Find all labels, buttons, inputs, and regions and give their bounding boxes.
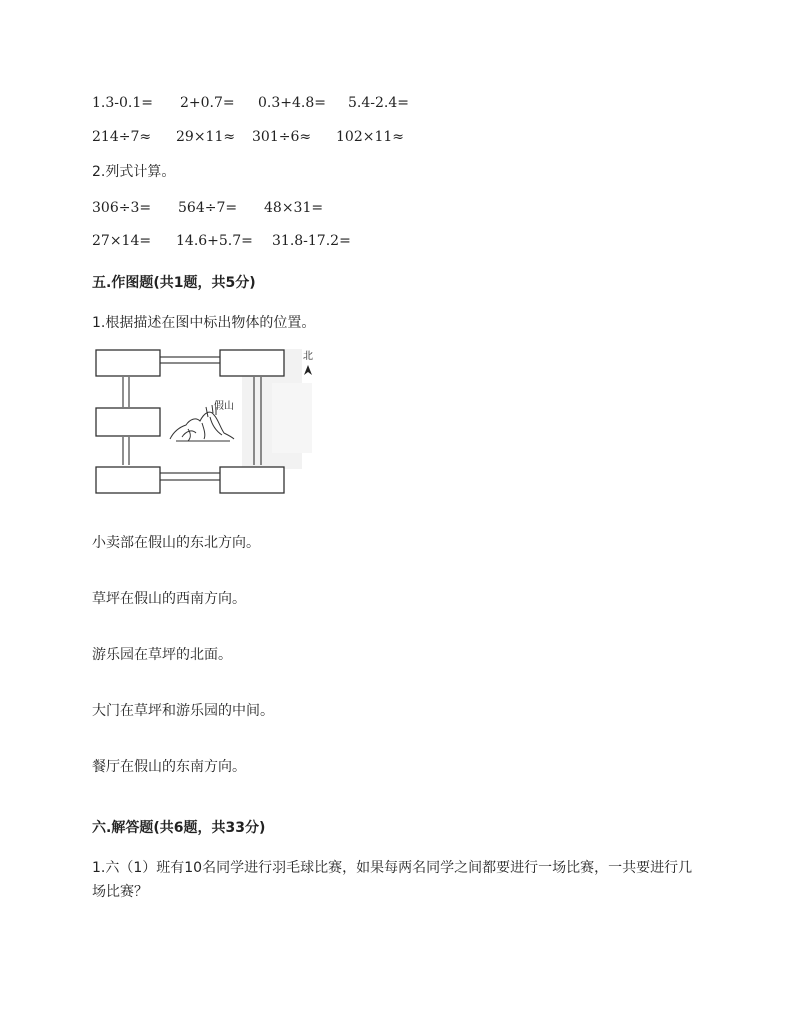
expression: 5.4-2.4= xyxy=(348,95,409,111)
description-line: 大门在草坪和游乐园的中间。 xyxy=(92,703,274,719)
location-map xyxy=(92,347,316,495)
expression: 564÷7= xyxy=(178,200,238,216)
question-title: 2.列式计算。 xyxy=(92,164,176,180)
expression: 0.3+4.8= xyxy=(258,95,326,111)
description-line: 草坪在假山的西南方向。 xyxy=(92,591,246,607)
expression: 31.8-17.2= xyxy=(272,233,351,249)
expression: 301÷6≈ xyxy=(252,129,312,145)
description-line: 小卖部在假山的东北方向。 xyxy=(92,535,260,551)
description-line: 餐厅在假山的东南方向。 xyxy=(92,759,246,775)
expression: 214÷7≈ xyxy=(92,129,152,145)
expression: 1.3-0.1= xyxy=(92,95,153,111)
mountain-label: 假山 xyxy=(214,401,234,412)
expression: 306÷3= xyxy=(92,200,152,216)
description-line: 游乐园在草坪的北面。 xyxy=(92,647,232,663)
section-heading: 五.作图题(共1题，共5分) xyxy=(92,275,256,291)
expression: 29×11≈ xyxy=(176,129,236,145)
expression: 2+0.7= xyxy=(180,95,235,111)
north-arrow-icon xyxy=(304,365,312,375)
expression: 27×14= xyxy=(92,233,152,249)
empty-box-middle-left xyxy=(96,408,160,436)
empty-box-top-right xyxy=(220,350,284,376)
expression: 48×31= xyxy=(264,200,324,216)
empty-box-bottom-right xyxy=(220,467,284,493)
north-label: 北 xyxy=(303,351,313,362)
question-text: 1.根据描述在图中标出物体的位置。 xyxy=(92,315,316,331)
expression: 102×11≈ xyxy=(336,129,404,145)
expression: 14.6+5.7= xyxy=(176,233,253,249)
question-text: 1.六（1）班有10名同学进行羽毛球比赛，如果每两名同学之间都要进行一场比赛，一共要进行几场比赛？ xyxy=(92,860,693,900)
empty-box-bottom-left xyxy=(96,467,160,493)
section-heading: 六.解答题(共6题，共33分) xyxy=(92,820,266,836)
empty-box-top-left xyxy=(96,350,160,376)
